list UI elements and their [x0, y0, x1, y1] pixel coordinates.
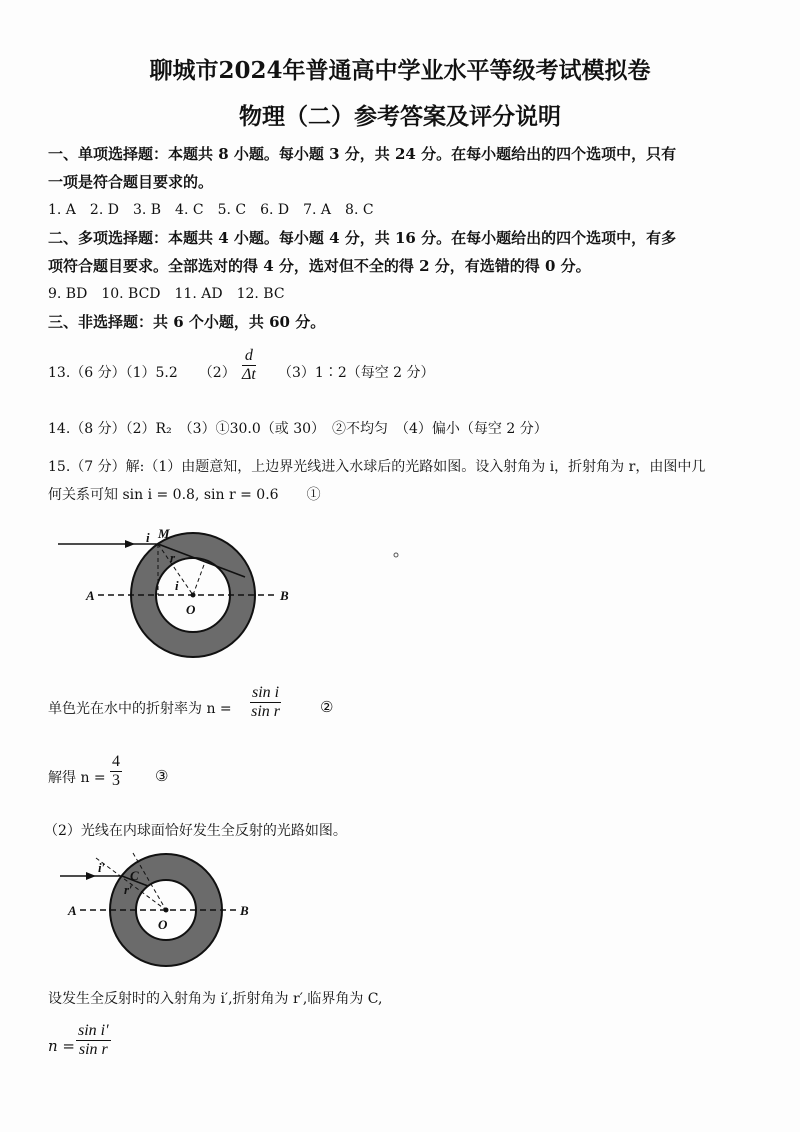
- eq4-fraction: [76, 1022, 111, 1059]
- eq3-num: 4: [112, 753, 120, 770]
- section2-heading: 二、多项选择题：本题共 4 小题。每小题 4 分，共 16 分。在每小题给出的四个选项中，有多: [48, 229, 677, 247]
- label-m: M: [158, 526, 170, 541]
- eq2-fraction: [250, 684, 281, 721]
- label-c: C: [130, 868, 139, 883]
- q13-den: Δt: [242, 366, 256, 383]
- eq3-fraction: [110, 753, 122, 790]
- q15-line2: 何关系可知 sin i = 0.8, sin r = 0.6 ①: [48, 487, 321, 503]
- q13-prefix: 13.（6 分）（1）5.2 （2）: [48, 365, 236, 381]
- eq2-num: sin i: [252, 684, 280, 701]
- label-a: A: [86, 588, 95, 603]
- label-b: B: [240, 903, 249, 918]
- section2-heading-cont: 项符合题目要求。全部选对的得 4 分，选对但不全的得 2 分，有选错的得 0 分。: [48, 257, 591, 275]
- stray-dot: [394, 553, 398, 557]
- center-point: [164, 908, 169, 913]
- center-point: [191, 593, 196, 598]
- label-a: A: [68, 903, 77, 918]
- eq4-num: sin i′: [78, 1022, 109, 1039]
- q15-definitions: 设发生全反射时的入射角为 i′,折射角为 r′,临界角为 C,: [48, 991, 383, 1007]
- section2-answers: 9. BD 10. BCD 11. AD 12. BC: [48, 286, 285, 302]
- section1-heading-cont: 一项是符合题目要求的。: [48, 173, 214, 191]
- label-i-center: i: [175, 578, 179, 593]
- label-i-prime: i′: [98, 860, 106, 875]
- label-r-prime: r′: [124, 882, 133, 897]
- section1-answers: 1. A 2. D 3. B 4. C 5. C 6. D 7. A 8. C: [48, 202, 374, 218]
- q13-fraction: [242, 347, 256, 384]
- eq4-prefix: n =: [48, 1037, 75, 1055]
- arrow-icon: [125, 540, 135, 548]
- label-r: r: [170, 550, 176, 565]
- q14-answer: 14.（8 分）（2）R₂ （3）①30.0（或 30） ②不均匀 （4）偏小（每空 2 分）: [48, 421, 548, 437]
- label-b: B: [280, 588, 289, 603]
- figure-2-total-reflection: [0, 840, 300, 980]
- section1-heading: 一、单项选择题：本题共 8 小题。每小题 3 分，共 24 分。在每小题给出的四个选项中，只有: [48, 145, 677, 163]
- q15-part2: （2）光线在内球面恰好发生全反射的光路如图。: [44, 823, 347, 839]
- eq4-den: sin r: [78, 1041, 108, 1058]
- q13-num: d: [242, 347, 256, 366]
- eq2-mark: ②: [320, 698, 334, 716]
- eq3-mark: ③: [155, 767, 169, 785]
- label-o: O: [158, 917, 168, 932]
- page-subtitle: 物理（二）参考答案及评分说明: [239, 103, 561, 130]
- eq3-prefix: 解得 n =: [48, 770, 106, 786]
- section3-heading: 三、非选择题：共 6 个小题，共 60 分。: [48, 313, 326, 331]
- eq3-den: 3: [112, 772, 120, 789]
- eq2-den: sin r: [251, 703, 281, 720]
- label-i: i: [146, 530, 150, 545]
- q15-line1: 15.（7 分）解:（1）由题意知，上边界光线进入水球后的光路如图。设入射角为 i，折射角为 r，由图中几: [48, 459, 706, 475]
- arrow-icon: [86, 872, 96, 880]
- q13-suffix: （3）1∶2（每空 2 分）: [278, 365, 435, 381]
- label-o: O: [186, 602, 196, 617]
- page-title: 聊城市2024年普通高中学业水平等级考试模拟卷: [149, 57, 651, 84]
- figure-1-light-path: [0, 510, 400, 680]
- eq2-prefix: 单色光在水中的折射率为 n =: [48, 701, 232, 717]
